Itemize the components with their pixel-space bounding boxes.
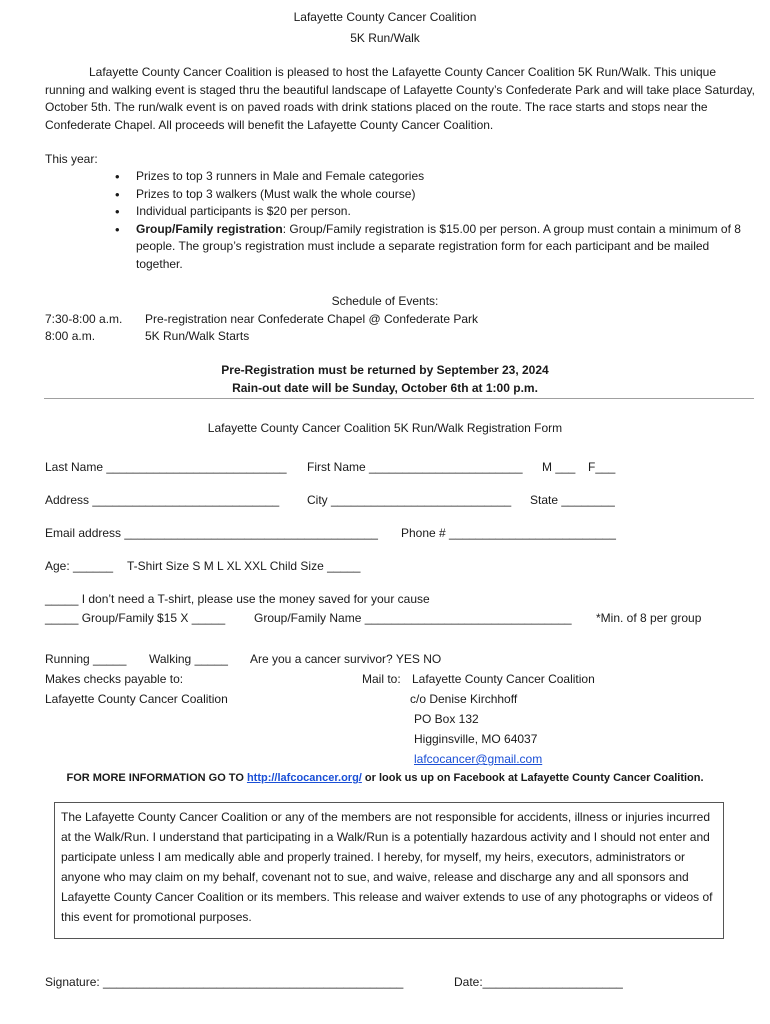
group-registration-text: : Group/Family registration is $15.00 per person. A group must contain a minimum of 8 people. The group’s registration must include a separate registration form for each participant and be mailed together. [136,221,741,271]
waiver-box [54,802,724,939]
phone-field[interactable]: Phone # _________________________ [401,526,616,540]
payee-name: Lafayette County Cancer Coalition [45,692,228,706]
schedule-desc: 5K Run/Walk Starts [145,329,250,343]
survivor-question[interactable]: Are you a cancer survivor? YES NO [250,652,442,666]
signature-field[interactable]: Signature: _____________________________________________ [45,975,404,989]
list-item: • Prizes to top 3 walkers (Must walk the whole course) [110,186,755,204]
state-field[interactable]: State ________ [530,493,615,507]
no-tshirt-option[interactable]: _____ I don’t need a T-shirt, please use the money saved for your cause [45,592,430,606]
this-year-label: This year: [45,152,98,166]
waiver-text: The Lafayette County Cancer Coalition or any of the members are not responsible for accidents, illness or injuries incurred at the Walk/Run. I understand that participating in a Walk/Run is a potentially hazardous activity and I should not enter and participate unless I am medically able and properly trained. I hereby, for myself, my heirs, executors, administrators or anyone who may claim on my behalf, covenant not to sue, and waive, release and discharge any and all sponsors and Lafayette County Cancer Coalition or its members. This release and waiver extends to use of any photographs or videos of this event for promotional purposes. [61,810,713,924]
address-field[interactable]: Address ____________________________ [45,493,280,507]
date-field[interactable]: Date:_____________________ [454,975,623,989]
mail-email-link[interactable]: lafcocancer@gmail.com [414,752,543,766]
group-name-field[interactable]: Group/Family Name _______________________________ [254,611,572,625]
mail-address-line: PO Box 132 [414,712,479,726]
list-item: • Prizes to top 3 runners in Male and Female categories [110,168,755,186]
first-name-field[interactable]: First Name _______________________ [307,460,523,474]
mail-address-line: Lafayette County Cancer Coalition [412,672,595,686]
schedule-desc: Pre-registration near Confederate Chapel @ Confederate Park [145,312,479,326]
mail-to-label: Mail to: [362,672,401,686]
list-item: • Individual participants is $20 per person. [110,203,755,221]
more-info-line: FOR MORE INFORMATION GO TO http://lafcocancer.org/ or look us up on Facebook at Lafayette County Cancer Coalition. [66,772,704,784]
group-family-count-field[interactable]: _____ Group/Family $15 X _____ [45,611,226,625]
running-field[interactable]: Running _____ [45,652,127,666]
deadline-notice: Pre-Registration must be returned by September 23, 2024 [221,363,549,377]
age-field[interactable]: Age: ______ [45,559,114,573]
mail-address-line: Higginsville, MO 64037 [414,732,538,746]
walking-field[interactable]: Walking _____ [149,652,228,666]
mail-address-line: c/o Denise Kirchhoff [410,692,518,706]
female-field[interactable]: F___ [588,460,616,474]
rainout-notice: Rain-out date will be Sunday, October 6th at 1:00 p.m. [232,381,538,395]
city-field[interactable]: City ___________________________ [307,493,512,507]
intro-paragraph: Lafayette County Cancer Coalition is pleased to host the Lafayette County Cancer Coalition 5K Run/Walk. This unique running and walking event is staged thru the beautiful landscape of Lafayette County’s Confederate Park and will take place Saturday, October 5th. The run/walk event is on paved roads with drink stations placed on the route. The race starts and stops near the Confederate Chapel. All proceeds will benefit the Lafayette County Cancer Coalition. [45,65,756,132]
male-field[interactable]: M ___ [542,460,576,474]
email-field[interactable]: Email address ______________________________________ [45,526,378,540]
event-title: 5K Run/Walk [350,31,420,45]
group-registration-label: Group/Family registration [136,221,283,236]
schedule-title: Schedule of Events: [331,294,439,308]
section-divider [44,398,754,399]
checks-payable-label: Makes checks payable to: [45,672,184,686]
org-title: Lafayette County Cancer Coalition [293,10,477,24]
tshirt-size-field[interactable]: T-Shirt Size S M L XL XXL Child Size _____ [127,559,361,573]
website-link[interactable]: http://lafcocancer.org/ [246,772,362,784]
min-group-note: *Min. of 8 per group [596,611,702,625]
prize-list [110,168,755,273]
form-title: Lafayette County Cancer Coalition 5K Run/Walk Registration Form [207,421,563,435]
last-name-field[interactable]: Last Name ___________________________ [45,460,287,474]
schedule-time: 7:30-8:00 a.m. [45,312,123,326]
schedule-time: 8:00 a.m. [45,329,96,343]
list-item-group-registration [110,221,755,274]
